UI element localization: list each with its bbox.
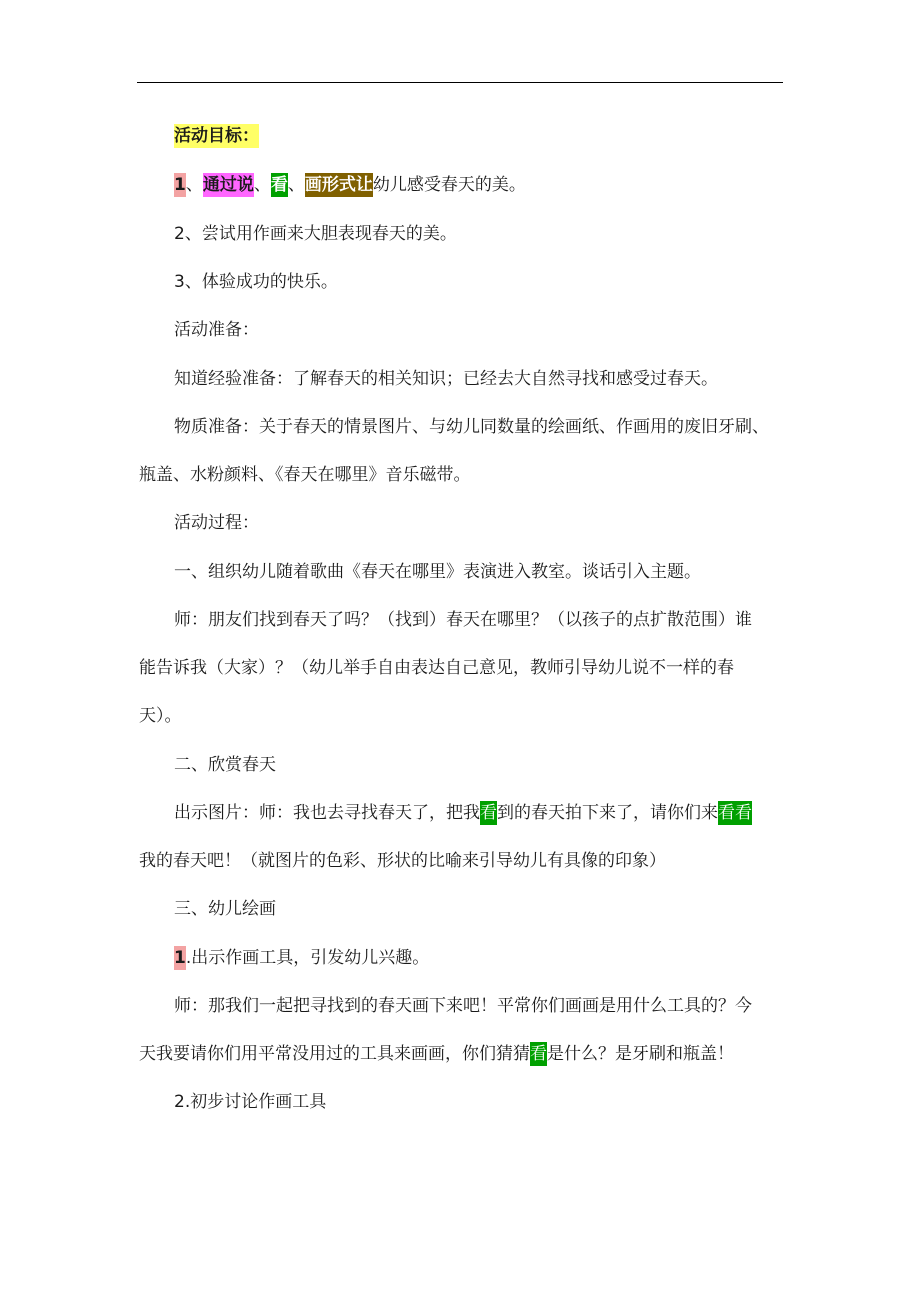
section-title-process: 活动过程： [174,513,259,533]
teacher-dialogue-1-line-3: 天）。 [139,706,182,726]
preparation-knowledge: 知道经验准备：了解春天的相关知识；已经去大自然寻找和感受过春天。 [174,369,718,389]
show-text: 出示图片：师：我也去寻找春天了，把我 [174,803,480,823]
teacher-dialogue-1-line-2: 能告诉我（大家）？（幼儿举手自由表达自己意见，教师引导幼儿说不一样的春 [139,658,734,678]
step-3: 三、幼儿绘画 [174,899,276,919]
show-text: 到的春天拍下来了，请你们来 [497,803,718,823]
preparation-material-line-1: 物质准备：关于春天的情景图片、与幼儿同数量的绘画纸、作画用的废旧牙刷、 [174,417,769,437]
goal-1-text: 幼儿感受春天的美。 [372,175,526,195]
goal-2: 2、尝试用作画来大胆表现春天的美。 [174,224,457,244]
goal-1-highlight-draw: 画形式让 [304,175,373,195]
section-title-preparation: 活动准备： [174,320,259,340]
teacher-text: 天我要请你们用平常没用过的工具来画画，你们猜猜 [139,1044,530,1064]
teacher-text: 是什么？是牙刷和瓶盖！ [547,1044,734,1064]
sub-step-1-text: .出示作画工具，引发幼儿兴趣。 [185,948,430,968]
teacher-dialogue-2-line-1: 师：那我们一起把寻找到的春天画下来吧！平常你们画画是用什么工具的？今 [174,996,752,1016]
goal-1-sep: 、 [287,175,305,195]
goal-1-number: 1 [174,175,186,195]
goal-1-highlight-look: 看 [270,175,288,195]
step-1: 一、组织幼儿随着歌曲《春天在哪里》表演进入教室。谈话引入主题。 [174,562,701,582]
goals-title: 活动目标： [174,126,259,146]
step-2: 二、欣赏春天 [174,755,276,775]
section-title-goals [174,124,259,148]
sub-step-1-number: 1 [174,948,186,968]
sub-step-2: 2.初步讨论作画工具 [174,1092,327,1112]
goal-1-highlight-say: 通过说 [202,175,254,195]
highlight-look-look: 看看 [718,803,752,823]
teacher-dialogue-1-line-1: 师：朋友们找到春天了吗？（找到）春天在哪里？（以孩子的点扩散范围）谁 [174,610,752,630]
highlight-look: 看 [480,803,497,823]
show-picture-line-2: 我的春天吧！（就图片的色彩、形状的比喻来引导幼儿有具像的印象） [139,851,666,871]
show-picture-line-1 [174,801,752,825]
highlight-look: 看 [530,1044,547,1064]
goal-1-sep: 、 [185,175,203,195]
preparation-material-line-2: 瓶盖、水粉颜料、《春天在哪里》音乐磁带。 [139,465,471,485]
goal-1 [174,173,526,197]
goal-3: 3、体验成功的快乐。 [174,272,338,292]
goal-1-sep: 、 [253,175,271,195]
teacher-dialogue-2-line-2 [139,1042,734,1066]
header-rule [137,82,783,83]
sub-step-1 [174,946,429,970]
